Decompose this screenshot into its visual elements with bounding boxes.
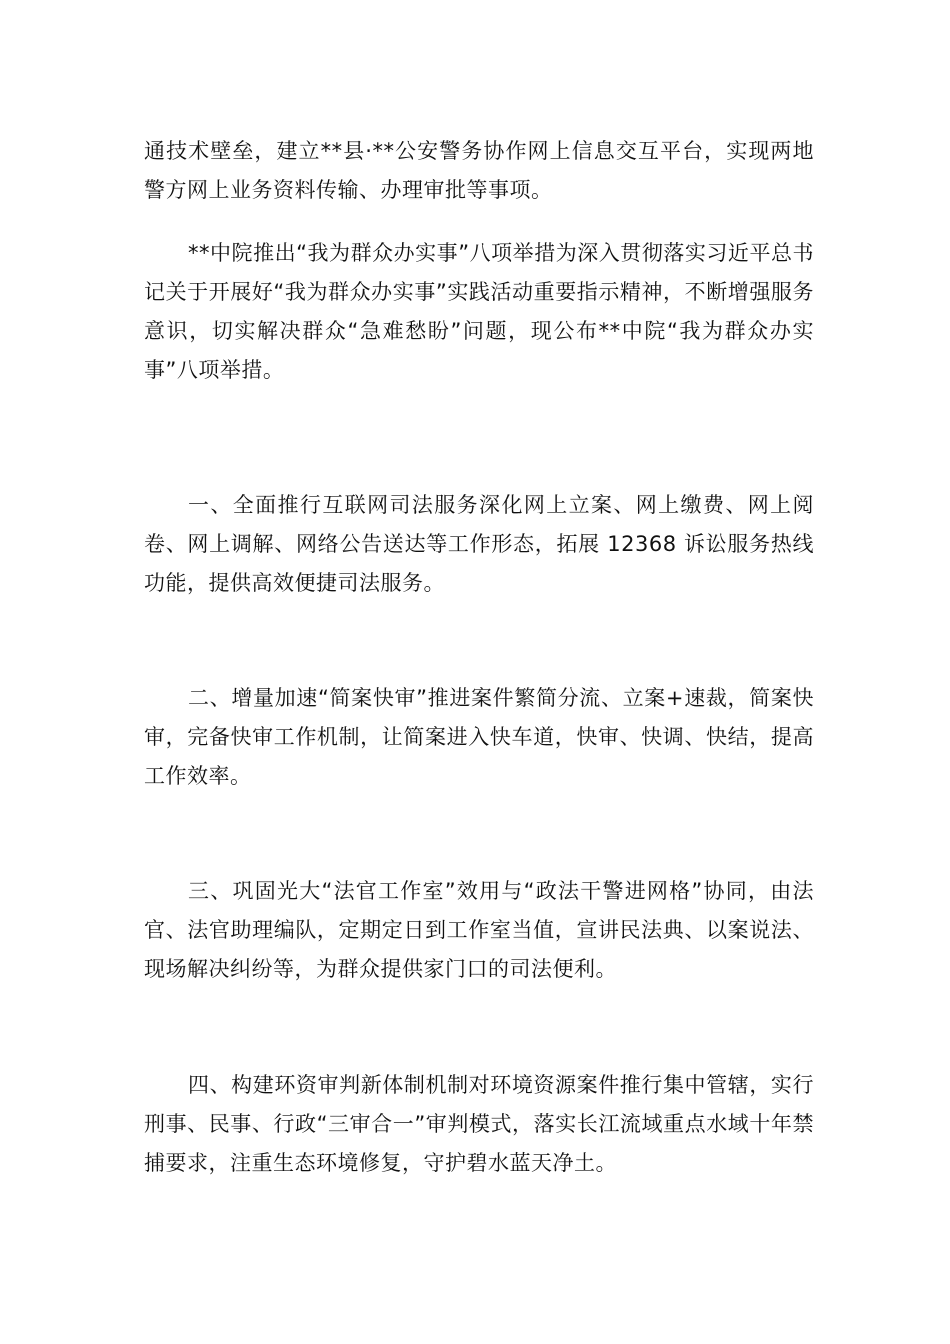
paragraph-measure-4: 四、构建环资审判新体制机制对环境资源案件推行集中管辖，实行刑事、民事、行政“三审合一”审判模式，落实长江流域重点水域十年禁捕要求，注重生态环境修复，守护碧水蓝天净土。: [144, 1073, 814, 1175]
paragraph-measure-3: 三、巩固光大“法官工作室”效用与“政法干警进网格”协同，由法官、法官助理编队，定期定日到工作室当值，宣讲民法典、以案说法、现场解决纠纷等，为群众提供家门口的司法便利。: [144, 879, 814, 981]
paragraph-measure-1: 一、全面推行互联网司法服务深化网上立案、网上缴费、网上阅卷、网上调解、网络公告送达等工作形态，拓展 12368 诉讼服务热线功能，提供高效便捷司法服务。: [144, 493, 814, 595]
paragraph-measure-2: 二、增量加速“简案快审”推进案件繁简分流、立案+速裁，简案快审，完备快审工作机制，让简案进入快车道，快审、快调、快结，提高工作效率。: [144, 686, 814, 788]
paragraph-intro: **中院推出“我为群众办实事”八项举措为深入贯彻落实习近平总书记关于开展好“我为群众办实事”实践活动重要指示精神，不断增强服务意识，切实解决群众“急难愁盼”问题，现公布**中院“我为群众办实事”八项举措。: [144, 241, 814, 382]
paragraph-continuation: 通技术壁垒，建立**县·**公安警务协作网上信息交互平台，实现两地警方网上业务资料传输、办理审批等事项。: [144, 139, 814, 202]
